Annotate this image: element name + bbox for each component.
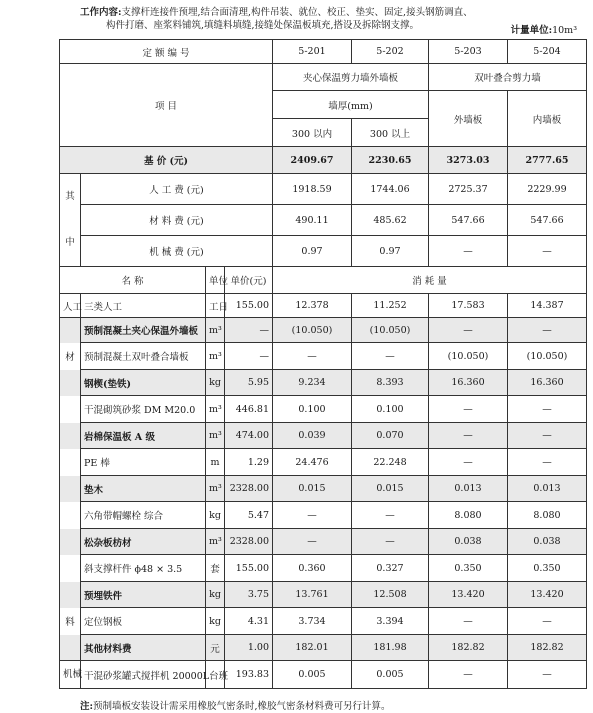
material-name: 岩棉保温板 A 级 xyxy=(81,423,206,449)
work-content xyxy=(80,6,580,32)
material-row xyxy=(60,343,587,370)
material-value: — xyxy=(273,502,352,529)
group2-col-outer: 外墙板 xyxy=(429,91,508,147)
cost-value: 547.66 xyxy=(508,205,587,236)
material-value: — xyxy=(429,396,508,423)
group1-col-thick: 300 以上 xyxy=(352,119,429,147)
footnote-label: 注: xyxy=(80,701,94,712)
material-value: 0.038 xyxy=(508,529,587,555)
group1-subtitle: 墙厚(mm) xyxy=(273,91,429,119)
material-value: — xyxy=(508,396,587,423)
quota-code: 5-203 xyxy=(429,40,508,64)
material-price: 1.29 xyxy=(225,449,273,476)
material-value: 0.360 xyxy=(273,555,352,582)
work-content-line1: 支撑杆连接件预埋,结合面清理,构件吊装、就位、校正、垫实、固定,接头钢筋调直、 xyxy=(121,7,473,18)
cost-value: 0.97 xyxy=(352,236,429,267)
material-name: 预埋铁件 xyxy=(81,582,206,608)
cost-value: 547.66 xyxy=(429,205,508,236)
cost-value: 0.97 xyxy=(273,236,352,267)
material-value: 0.015 xyxy=(352,476,429,502)
material-value: — xyxy=(508,449,587,476)
material-name: 钢楔(垫铁) xyxy=(81,370,206,396)
material-price: 5.95 xyxy=(225,370,273,396)
material-value: 3.734 xyxy=(273,608,352,635)
material-name: 定位钢板 xyxy=(81,608,206,635)
material-value: 8.080 xyxy=(429,502,508,529)
cost-value: 2229.99 xyxy=(508,174,587,205)
quota-code-label: 定 额 编 号 xyxy=(60,40,273,64)
material-value: 181.98 xyxy=(352,635,429,661)
material-name: 垫木 xyxy=(81,476,206,502)
material-value: 0.327 xyxy=(352,555,429,582)
material-name: 松杂板枋材 xyxy=(81,529,206,555)
material-unit: m³ xyxy=(206,476,225,502)
material-value: (10.050) xyxy=(352,318,429,343)
cost-group-bottom: 中 xyxy=(65,237,75,248)
material-unit: kg xyxy=(206,370,225,396)
material-value: 13.420 xyxy=(429,582,508,608)
material-value: 12.508 xyxy=(352,582,429,608)
material-value: — xyxy=(508,318,587,343)
col-unit-header: 单位 xyxy=(206,267,225,294)
material-value: 9.234 xyxy=(273,370,352,396)
material-value: — xyxy=(508,608,587,635)
cost-group-top: 其 xyxy=(65,191,75,202)
material-row xyxy=(60,529,587,555)
machine-unit: 台班 xyxy=(206,661,225,689)
column-header-row xyxy=(60,267,587,294)
col-name-header: 名 称 xyxy=(60,267,206,294)
base-price: 3273.03 xyxy=(429,147,508,174)
quota-code: 5-201 xyxy=(273,40,352,64)
material-group-cell xyxy=(60,318,81,343)
material-value: 0.100 xyxy=(273,396,352,423)
material-value: — xyxy=(352,502,429,529)
material-unit: kg xyxy=(206,608,225,635)
labor-value: 12.378 xyxy=(273,294,352,318)
material-unit: kg xyxy=(206,502,225,529)
material-row xyxy=(60,608,587,635)
material-row xyxy=(60,555,587,582)
material-value: 16.360 xyxy=(508,370,587,396)
material-row xyxy=(60,318,587,343)
work-content-line2: 构件打磨、座浆料铺筑,填缝料填缝,接缝处保温板填充,搭设及拆除钢支撑。 xyxy=(106,20,420,31)
material-group-label: 料 xyxy=(60,608,81,635)
base-price-label: 基 价 (元) xyxy=(60,147,273,174)
item-label: 项 目 xyxy=(60,64,273,147)
material-value: — xyxy=(352,529,429,555)
material-name: 预制混凝土双叶叠合墙板 xyxy=(81,343,206,370)
material-price: 5.47 xyxy=(225,502,273,529)
cost-value: 490.11 xyxy=(273,205,352,236)
material-price: 2328.00 xyxy=(225,529,273,555)
base-price: 2230.65 xyxy=(352,147,429,174)
material-value: 182.82 xyxy=(508,635,587,661)
material-name: 干混砌筑砂浆 DM M20.0 xyxy=(81,396,206,423)
footnote-text: 预制墙板安装设计需采用橡胶气密条时,橡胶气密条材料费可另行计算。 xyxy=(93,701,391,712)
labor-unit: 工日 xyxy=(206,294,225,318)
machine-price: 193.83 xyxy=(225,661,273,689)
material-value: — xyxy=(429,318,508,343)
machine-value: — xyxy=(508,661,587,689)
machine-value: 0.005 xyxy=(273,661,352,689)
quota-table xyxy=(59,39,587,689)
cost-label: 机 械 费 (元) xyxy=(81,236,273,267)
material-group-cell xyxy=(60,476,81,502)
material-group-cell xyxy=(60,370,81,396)
material-value: 0.039 xyxy=(273,423,352,449)
machine-value: — xyxy=(429,661,508,689)
cost-label: 人 工 费 (元) xyxy=(81,174,273,205)
cost-row xyxy=(60,205,587,236)
material-group-cell xyxy=(60,555,81,582)
material-name: 六角带帽螺栓 综合 xyxy=(81,502,206,529)
material-price: 155.00 xyxy=(225,555,273,582)
material-value: (10.050) xyxy=(508,343,587,370)
material-price: 1.00 xyxy=(225,635,273,661)
col-price-header: 单价(元) xyxy=(225,267,273,294)
quota-code-row xyxy=(60,40,587,64)
cost-row xyxy=(60,236,587,267)
cost-value: 1744.06 xyxy=(352,174,429,205)
material-group-label: 材 xyxy=(60,343,81,370)
material-value: 8.393 xyxy=(352,370,429,396)
cost-value: 485.62 xyxy=(352,205,429,236)
material-name: 斜支撑杆件 ϕ48 × 3.5 xyxy=(81,555,206,582)
col-consumption-header: 消 耗 量 xyxy=(273,267,587,294)
material-value: 0.350 xyxy=(508,555,587,582)
material-value: 182.82 xyxy=(429,635,508,661)
machine-name: 干混砂浆罐式搅拌机 20000L xyxy=(81,661,206,689)
material-value: — xyxy=(429,449,508,476)
material-unit: m³ xyxy=(206,423,225,449)
material-value: 0.013 xyxy=(429,476,508,502)
base-price: 2409.67 xyxy=(273,147,352,174)
labor-group-label: 人工 xyxy=(60,294,81,318)
cost-value: — xyxy=(508,236,587,267)
footnote xyxy=(80,698,391,712)
material-value: (10.050) xyxy=(429,343,508,370)
material-value: 16.360 xyxy=(429,370,508,396)
material-name: PE 棒 xyxy=(81,449,206,476)
material-price: — xyxy=(225,343,273,370)
material-value: — xyxy=(508,423,587,449)
material-unit: m³ xyxy=(206,343,225,370)
material-unit: m³ xyxy=(206,318,225,343)
group1-title: 夹心保温剪力墙外墙板 xyxy=(273,64,429,91)
material-price: 474.00 xyxy=(225,423,273,449)
material-value: 0.038 xyxy=(429,529,508,555)
labor-value: 14.387 xyxy=(508,294,587,318)
material-row xyxy=(60,423,587,449)
material-row xyxy=(60,370,587,396)
material-value: 0.350 xyxy=(429,555,508,582)
labor-row xyxy=(60,294,587,318)
material-value: — xyxy=(273,343,352,370)
material-value: 3.394 xyxy=(352,608,429,635)
cost-value: 2725.37 xyxy=(429,174,508,205)
labor-name: 三类人工 xyxy=(81,294,206,318)
material-value: 182.01 xyxy=(273,635,352,661)
material-value: 24.476 xyxy=(273,449,352,476)
quota-code: 5-202 xyxy=(352,40,429,64)
work-content-label: 工作内容: xyxy=(80,7,122,18)
material-name: 预制混凝土夹心保温外墙板 xyxy=(81,318,206,343)
material-row xyxy=(60,396,587,423)
material-value: 13.761 xyxy=(273,582,352,608)
material-unit: m³ xyxy=(206,396,225,423)
material-value: 13.420 xyxy=(508,582,587,608)
cost-row xyxy=(60,174,587,205)
material-price: 446.81 xyxy=(225,396,273,423)
labor-value: 17.583 xyxy=(429,294,508,318)
material-row xyxy=(60,635,587,661)
material-group-cell xyxy=(60,582,81,608)
material-value: — xyxy=(429,608,508,635)
material-value: 0.013 xyxy=(508,476,587,502)
labor-value: 11.252 xyxy=(352,294,429,318)
material-unit: 套 xyxy=(206,555,225,582)
material-name: 其他材料费 xyxy=(81,635,206,661)
material-unit: 元 xyxy=(206,635,225,661)
material-row xyxy=(60,476,587,502)
material-value: 8.080 xyxy=(508,502,587,529)
material-group-cell xyxy=(60,423,81,449)
base-price: 2777.65 xyxy=(508,147,587,174)
labor-price: 155.00 xyxy=(225,294,273,318)
material-value: — xyxy=(352,343,429,370)
material-value: — xyxy=(429,423,508,449)
material-price: — xyxy=(225,318,273,343)
material-price: 2328.00 xyxy=(225,476,273,502)
machine-value: 0.005 xyxy=(352,661,429,689)
material-row xyxy=(60,449,587,476)
material-row xyxy=(60,502,587,529)
base-price-row xyxy=(60,147,587,174)
quota-code: 5-204 xyxy=(508,40,587,64)
material-value: 22.248 xyxy=(352,449,429,476)
unit-label: 计量单位: xyxy=(510,25,553,36)
machine-group-label: 机械 xyxy=(60,661,81,689)
material-group-cell xyxy=(60,449,81,476)
material-price: 4.31 xyxy=(225,608,273,635)
material-price: 3.75 xyxy=(225,582,273,608)
material-group-cell xyxy=(60,396,81,423)
material-row xyxy=(60,582,587,608)
cost-value: — xyxy=(429,236,508,267)
material-unit: m xyxy=(206,449,225,476)
material-value: 0.015 xyxy=(273,476,352,502)
material-unit: m³ xyxy=(206,529,225,555)
material-value: 0.100 xyxy=(352,396,429,423)
group2-title: 双叶叠合剪力墙 xyxy=(429,64,587,91)
material-value: 0.070 xyxy=(352,423,429,449)
unit-value: 10m³ xyxy=(552,25,577,36)
group2-col-inner: 内墙板 xyxy=(508,91,587,147)
cost-value: 1918.59 xyxy=(273,174,352,205)
machine-row xyxy=(60,661,587,689)
header-row-1 xyxy=(60,64,587,91)
cost-group-label xyxy=(60,174,81,267)
cost-label: 材 料 费 (元) xyxy=(81,205,273,236)
material-value: (10.050) xyxy=(273,318,352,343)
unit-of-measure xyxy=(511,22,577,36)
material-group-cell xyxy=(60,502,81,529)
group1-col-thin: 300 以内 xyxy=(273,119,352,147)
material-group-cell xyxy=(60,635,81,661)
material-unit: kg xyxy=(206,582,225,608)
material-value: — xyxy=(273,529,352,555)
material-group-cell xyxy=(60,529,81,555)
